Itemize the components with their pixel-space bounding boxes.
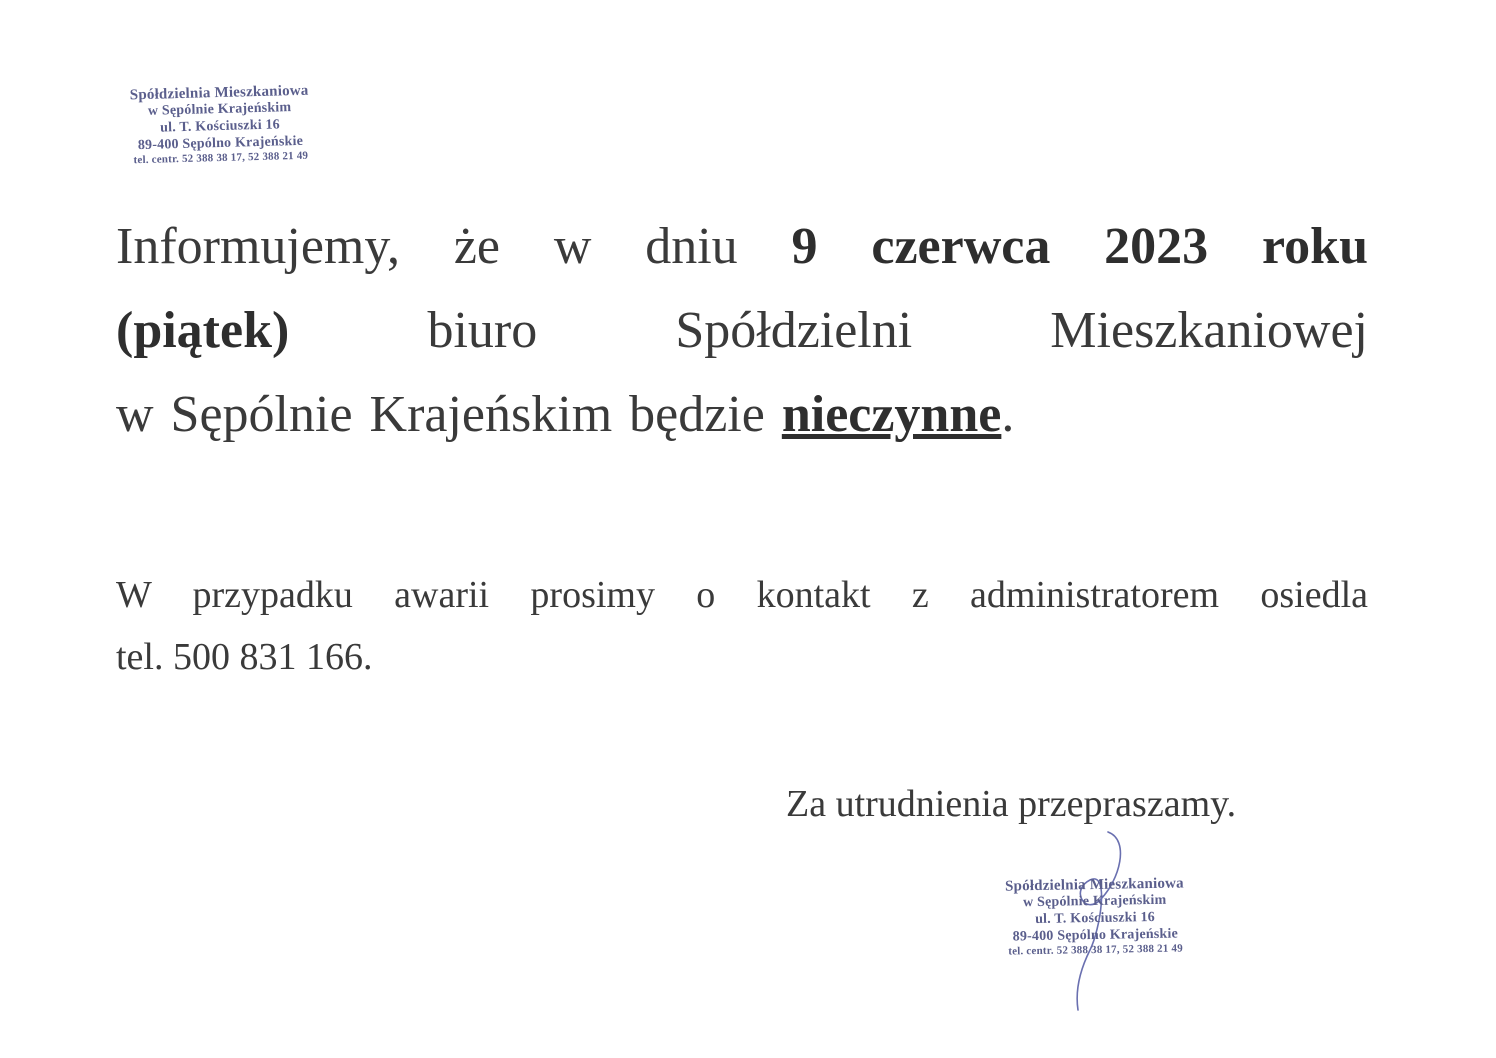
announcement [116, 205, 1368, 457]
announcement-text: w Sępólnie Krajeńskim będzie [116, 386, 782, 443]
announcement-date: 9 czerwca 2023 roku [791, 218, 1368, 275]
announcement-line-3 [116, 373, 1368, 457]
stamp-bottom [974, 874, 1215, 960]
stamp-line: ul. T. Kościuszki 16 [159, 117, 281, 136]
emergency-info [116, 564, 1368, 688]
stamp-line: Spółdzielnia Mieszkaniowa [1004, 875, 1184, 895]
announcement-weekday: (piątek) [116, 302, 290, 359]
emergency-phone: tel. 500 831 166. [116, 636, 373, 678]
announcement-line-2 [116, 289, 1368, 373]
stamp-line: tel. centr. 52 388 38 17, 52 388 21 49 [1008, 942, 1183, 958]
apology-text: Za utrudnienia przepraszamy. [786, 783, 1237, 825]
announcement-text: biuro Spółdzielni Mieszkaniowej [289, 302, 1368, 359]
stamp-line: 89-400 Sępólno Krajeńskie [137, 133, 304, 153]
stamp-top [99, 81, 341, 169]
stamp-line: 89-400 Sępólno Krajeńskie [1012, 926, 1179, 945]
emergency-line-1: W przypadku awarii prosimy o kontakt z administratorem osiedla [116, 574, 1368, 616]
stamp-line: Spółdzielnia Mieszkaniowa [129, 82, 309, 104]
announcement-closed-word: nieczynne [781, 386, 1002, 443]
announcement-line-1 [116, 205, 1368, 289]
announcement-text: Informujemy, że w dniu [116, 218, 792, 275]
stamp-line: w Sępólnie Krajeńskim [1022, 892, 1167, 911]
announcement-text: . [1001, 386, 1015, 443]
stamp-line: ul. T. Kościuszki 16 [1034, 909, 1156, 927]
stamp-line: tel. centr. 52 388 38 17, 52 388 21 49 [133, 150, 309, 167]
stamp-line: w Sępólnie Krajeńskim [147, 100, 292, 119]
